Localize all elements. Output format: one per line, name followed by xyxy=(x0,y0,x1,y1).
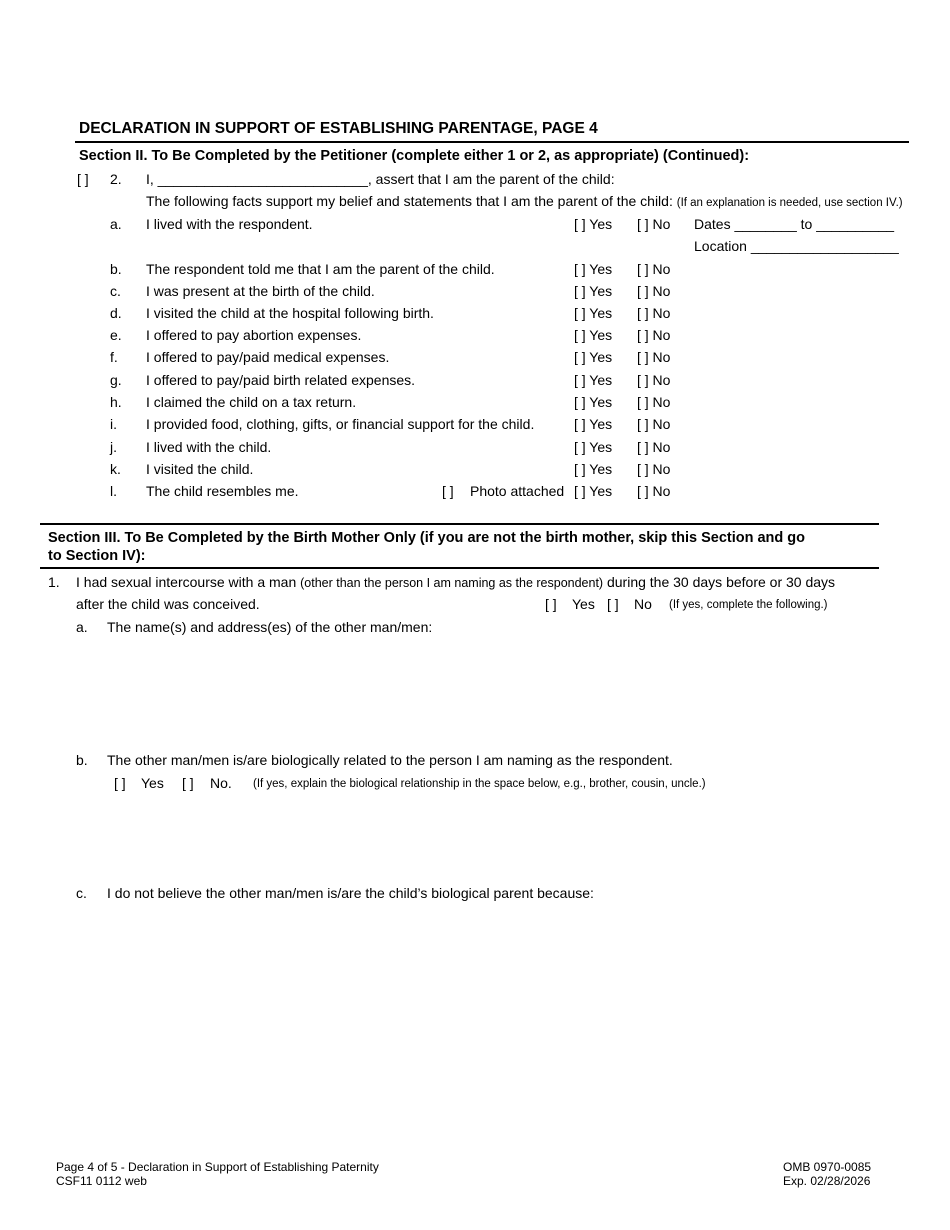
fact-letter: i. xyxy=(110,416,117,432)
q1b-yes-checkbox[interactable]: [ ] xyxy=(114,775,126,791)
fact-no-checkbox[interactable]: [ ] No xyxy=(637,349,671,365)
fact-no-checkbox[interactable]: [ ] No xyxy=(637,394,671,410)
q1-text-part1: I had sexual intercourse with a man xyxy=(76,574,297,590)
fact-no-checkbox[interactable]: [ ] No xyxy=(637,216,671,232)
q1-text-part2: (other than the person I am naming as the respondent) xyxy=(300,576,604,590)
title-rule xyxy=(75,141,909,143)
fact-text: I offered to pay/paid medical expenses. xyxy=(146,349,390,365)
facts-intro-text: The following facts support my belief and statements that I am the parent of the child: xyxy=(146,193,673,209)
option2-checkbox[interactable]: [ ] xyxy=(77,171,89,187)
q1-no-checkbox[interactable]: [ ] xyxy=(607,596,619,612)
fact-yes-checkbox[interactable]: [ ] Yes xyxy=(574,483,613,499)
footer-form-code: CSF11 0112 web xyxy=(56,1174,147,1188)
page-title: DECLARATION IN SUPPORT OF ESTABLISHING PARENTAGE, PAGE 4 xyxy=(79,120,598,137)
fact-no-checkbox[interactable]: [ ] No xyxy=(637,305,671,321)
q1a-letter: a. xyxy=(76,619,88,635)
section3-heading-line1: Section III. To Be Completed by the Birth Mother Only (if you are not the birth mother, skip this Section and go xyxy=(48,530,806,546)
fact-yes-checkbox[interactable]: [ ] Yes xyxy=(574,216,613,232)
fact-letter: g. xyxy=(110,372,122,388)
fact-letter: b. xyxy=(110,261,122,277)
q1-text-part3: during the 30 days before or 30 days xyxy=(606,574,836,590)
fact-letter: f. xyxy=(110,349,118,365)
fact-text: I visited the child at the hospital following birth. xyxy=(146,305,434,321)
fact-letter: j. xyxy=(110,439,117,455)
section3-top-rule xyxy=(40,523,879,525)
footer-omb-number: OMB 0970-0085 xyxy=(783,1160,872,1174)
fact-letter: h. xyxy=(110,394,122,410)
fact-yes-checkbox[interactable]: [ ] Yes xyxy=(574,305,613,321)
q1b-text: The other man/men is/are biologically related to the person I am naming as the respondent. xyxy=(107,752,673,768)
section3-heading-line2: to Section IV): xyxy=(48,548,146,564)
fact-yes-checkbox[interactable]: [ ] Yes xyxy=(574,461,613,477)
fact-no-checkbox[interactable]: [ ] No xyxy=(637,261,671,277)
fact-text: The child resembles me. xyxy=(146,483,299,499)
fact-no-checkbox[interactable]: [ ] No xyxy=(637,439,671,455)
q1a-text: The name(s) and address(es) of the other man/men: xyxy=(107,619,433,635)
location-field[interactable]: Location ___________________ xyxy=(694,238,899,254)
fact-text: I offered to pay abortion expenses. xyxy=(146,327,362,343)
fact-text: I claimed the child on a tax return. xyxy=(146,394,357,410)
q1-yes-label: Yes xyxy=(572,596,595,612)
fact-letter: a. xyxy=(110,216,122,232)
fact-no-checkbox[interactable]: [ ] No xyxy=(637,327,671,343)
fact-letter: c. xyxy=(110,283,121,299)
fact-text: I was present at the birth of the child. xyxy=(146,283,375,299)
fact-text: The respondent told me that I am the parent of the child. xyxy=(146,261,495,277)
fact-yes-checkbox[interactable]: [ ] Yes xyxy=(574,283,613,299)
fact-yes-checkbox[interactable]: [ ] Yes xyxy=(574,327,613,343)
q1b-note: (If yes, explain the biological relationship in the space below, e.g., brother, cousin, uncle.) xyxy=(253,778,706,790)
q1b-letter: b. xyxy=(76,752,88,768)
fact-text: I visited the child. xyxy=(146,461,254,477)
fact-text: I lived with the child. xyxy=(146,439,272,455)
footer-expiration: Exp. 02/28/2026 xyxy=(783,1174,871,1188)
section3-bottom-rule xyxy=(40,567,879,569)
fact-letter: e. xyxy=(110,327,122,343)
fact-yes-checkbox[interactable]: [ ] Yes xyxy=(574,349,613,365)
fact-letter: l. xyxy=(110,483,117,499)
q1b-no-checkbox[interactable]: [ ] xyxy=(182,775,194,791)
q1-number: 1. xyxy=(48,574,60,590)
q1-text xyxy=(76,574,835,592)
dates-field[interactable]: Dates ________ to __________ xyxy=(694,216,895,232)
q1-text-line2: after the child was conceived. xyxy=(76,596,260,612)
assert-line[interactable]: I, ___________________________, assert that I am the parent of the child: xyxy=(146,171,615,187)
section2-heading: Section II. To Be Completed by the Petitioner (complete either 1 or 2, as appropriate) (Continued): xyxy=(79,148,750,164)
q1c-letter: c. xyxy=(76,885,87,901)
fact-letter: d. xyxy=(110,305,122,321)
photo-label: Photo attached xyxy=(470,483,565,499)
fact-text: I lived with the respondent. xyxy=(146,216,313,232)
fact-no-checkbox[interactable]: [ ] No xyxy=(637,372,671,388)
footer-page-info: Page 4 of 5 - Declaration in Support of Establishing Paternity xyxy=(56,1160,379,1174)
fact-yes-checkbox[interactable]: [ ] Yes xyxy=(574,416,613,432)
fact-yes-checkbox[interactable]: [ ] Yes xyxy=(574,261,613,277)
fact-no-checkbox[interactable]: [ ] No xyxy=(637,483,671,499)
fact-yes-checkbox[interactable]: [ ] Yes xyxy=(574,439,613,455)
facts-intro xyxy=(146,193,903,212)
fact-letter: k. xyxy=(110,461,121,477)
q1c-text: I do not believe the other man/men is/are the child’s biological parent because: xyxy=(107,885,594,901)
q1-yes-checkbox[interactable]: [ ] xyxy=(545,596,557,612)
option2-number: 2. xyxy=(110,171,122,187)
fact-text: I offered to pay/paid birth related expenses. xyxy=(146,372,416,388)
photo-checkbox[interactable]: [ ] xyxy=(442,483,454,499)
fact-no-checkbox[interactable]: [ ] No xyxy=(637,461,671,477)
facts-note: (If an explanation is needed, use section IV.) xyxy=(676,197,903,209)
fact-no-checkbox[interactable]: [ ] No xyxy=(637,416,671,432)
fact-text: I provided food, clothing, gifts, or financial support for the child. xyxy=(146,416,535,432)
fact-yes-checkbox[interactable]: [ ] Yes xyxy=(574,372,613,388)
q1-note: (If yes, complete the following.) xyxy=(669,599,828,611)
q1b-no-label: No. xyxy=(210,775,232,791)
q1-no-label: No xyxy=(634,596,652,612)
q1b-yes-label: Yes xyxy=(141,775,164,791)
fact-no-checkbox[interactable]: [ ] No xyxy=(637,283,671,299)
fact-yes-checkbox[interactable]: [ ] Yes xyxy=(574,394,613,410)
